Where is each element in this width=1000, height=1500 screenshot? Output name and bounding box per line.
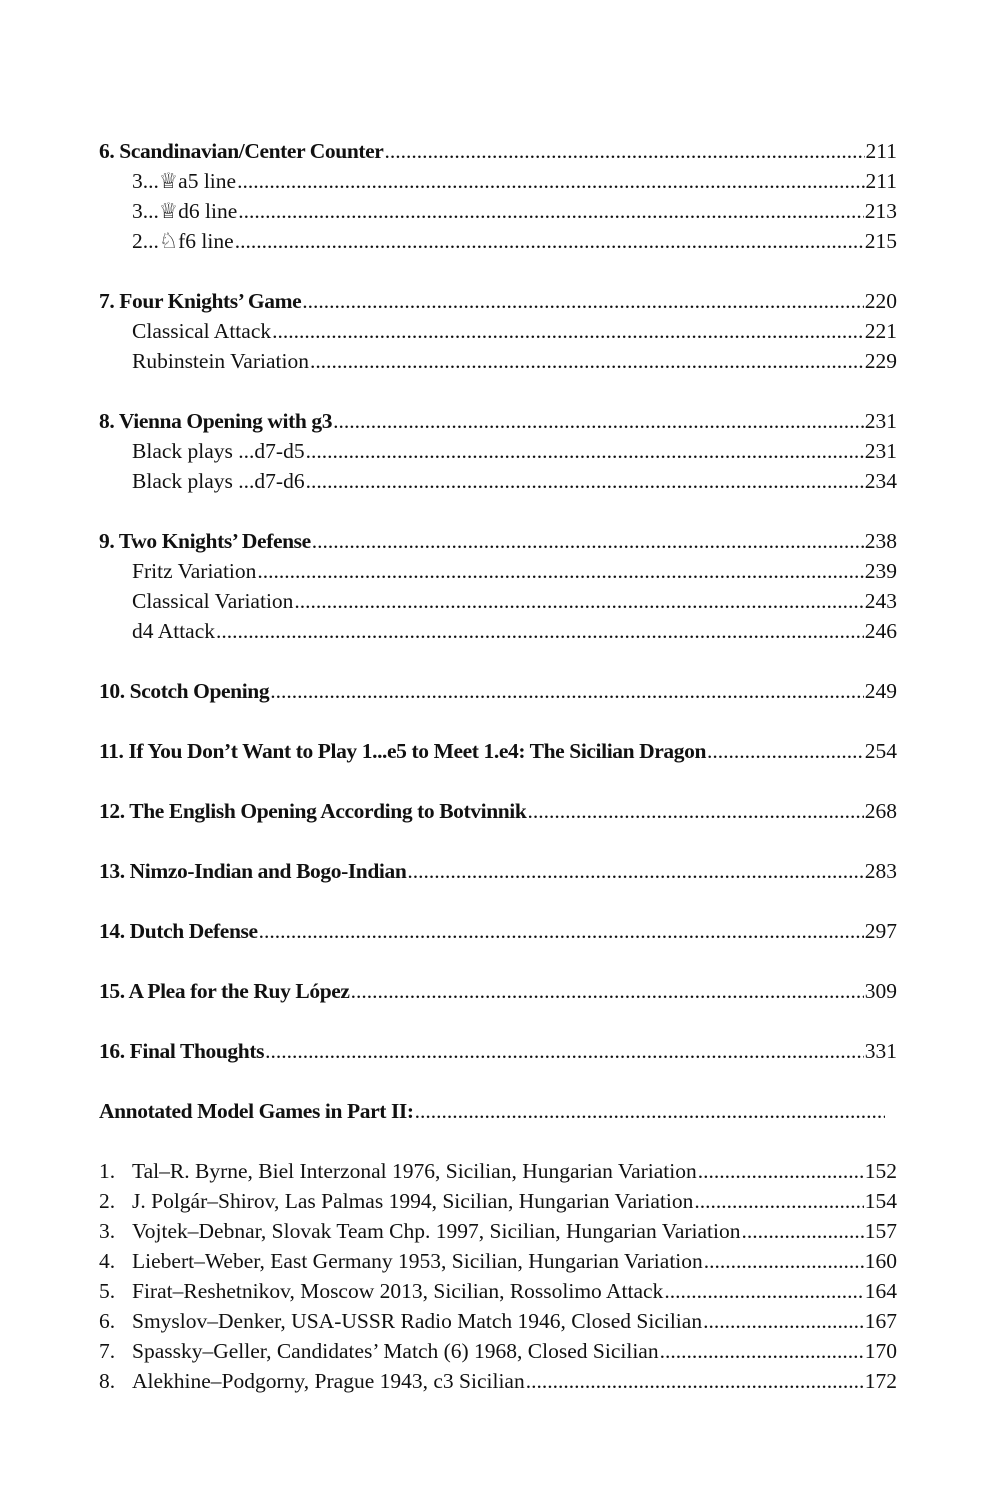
dot-leader <box>306 436 864 466</box>
dot-leader <box>270 676 864 706</box>
game-row[interactable] <box>99 1186 897 1216</box>
toc-section-row[interactable] <box>99 856 897 886</box>
toc-sections <box>99 136 897 1096</box>
subsection-title: Classical Variation <box>132 589 294 613</box>
game-row[interactable] <box>99 1336 897 1366</box>
game-label: Firat–Reshetnikov, Moscow 2013, Sicilian, Rossolimo Attack <box>132 1279 664 1303</box>
toc-subsection-row[interactable] <box>99 556 897 586</box>
game-row[interactable] <box>99 1306 897 1336</box>
page-number: 211 <box>865 139 897 163</box>
toc-subsection-row[interactable] <box>99 226 897 256</box>
spacer <box>99 496 897 526</box>
toc-section-row[interactable] <box>99 676 897 706</box>
section-title: 6. Scandinavian/Center Counter <box>99 139 384 163</box>
dot-leader <box>310 346 864 376</box>
subsection-title: 3...♕d6 line <box>132 199 238 223</box>
spacer <box>99 706 897 736</box>
page-number: 154 <box>864 1189 897 1213</box>
games-heading-row <box>99 1096 897 1126</box>
page-number: 213 <box>864 199 897 223</box>
page-number: 160 <box>864 1249 897 1273</box>
subsection-title: d4 Attack <box>132 619 215 643</box>
toc-section-row[interactable] <box>99 136 897 166</box>
toc-section-row[interactable] <box>99 976 897 1006</box>
dot-leader <box>660 1336 864 1366</box>
toc-subsection-row[interactable] <box>99 316 897 346</box>
page-number: 331 <box>864 1039 897 1063</box>
spacer <box>99 946 897 976</box>
game-title <box>99 1336 659 1366</box>
toc-subsection-row[interactable] <box>99 346 897 376</box>
subsection-title: Fritz Variation <box>132 559 257 583</box>
section-title: 11. If You Don’t Want to Play 1...e5 to Meet 1.e4: The Sicilian Dragon <box>99 739 707 763</box>
spacer <box>99 376 897 406</box>
game-number: 6. <box>99 1309 116 1333</box>
page-number: 254 <box>864 739 897 763</box>
dot-leader <box>235 226 864 256</box>
dot-leader <box>333 406 864 436</box>
game-number: 8. <box>99 1369 116 1393</box>
subsection-title: 3...♕a5 line <box>132 169 237 193</box>
game-label: Vojtek–Debnar, Slovak Team Chp. 1997, Sicilian, Hungarian Variation <box>132 1219 741 1243</box>
page-number: 152 <box>864 1159 897 1183</box>
toc-section-row[interactable] <box>99 286 897 316</box>
page-number: 297 <box>864 919 897 943</box>
dot-leader <box>312 526 864 556</box>
spacer <box>99 1006 897 1036</box>
toc-section-row[interactable] <box>99 736 897 766</box>
spacer <box>99 886 897 916</box>
dot-leader <box>302 286 864 316</box>
subsection-title: Black plays ...d7-d6 <box>132 469 305 493</box>
page-number: 283 <box>864 859 897 883</box>
game-number: 1. <box>99 1159 116 1183</box>
dot-leader <box>526 1366 864 1396</box>
toc-subsection-row[interactable] <box>99 166 897 196</box>
dot-leader <box>527 796 863 826</box>
page-number: 238 <box>864 529 897 553</box>
subsection-title: Rubinstein Variation <box>132 349 309 373</box>
dot-leader <box>257 556 863 586</box>
game-row[interactable] <box>99 1366 897 1396</box>
toc-section-row[interactable] <box>99 406 897 436</box>
page-number: 231 <box>864 409 897 433</box>
dot-leader <box>698 1156 864 1186</box>
toc-section-row[interactable] <box>99 916 897 946</box>
section-title: 10. Scotch Opening <box>99 679 270 703</box>
dot-leader <box>407 856 863 886</box>
spacer <box>99 1066 897 1096</box>
game-row[interactable] <box>99 1246 897 1276</box>
page-number: 157 <box>864 1219 897 1243</box>
toc-subsection-row[interactable] <box>99 616 897 646</box>
game-title <box>99 1306 702 1336</box>
game-label: J. Polgár–Shirov, Las Palmas 1994, Sicilian, Hungarian Variation <box>132 1189 694 1213</box>
toc-section-row[interactable] <box>99 1036 897 1066</box>
page-number: 268 <box>864 799 897 823</box>
game-number: 5. <box>99 1279 116 1303</box>
dot-leader <box>415 1096 886 1126</box>
game-title <box>99 1276 663 1306</box>
game-label: Smyslov–Denker, USA-USSR Radio Match 1946, Closed Sicilian <box>132 1309 703 1333</box>
dot-leader <box>294 586 863 616</box>
section-title: 13. Nimzo-Indian and Bogo-Indian <box>99 859 407 883</box>
page-number: 167 <box>864 1309 897 1333</box>
game-title <box>99 1156 697 1186</box>
game-title <box>99 1366 525 1396</box>
page-number: 211 <box>865 169 897 193</box>
dot-leader <box>259 916 864 946</box>
page-number: 164 <box>864 1279 897 1303</box>
dot-leader <box>703 1306 864 1336</box>
game-title <box>99 1216 741 1246</box>
toc-subsection-row[interactable] <box>99 586 897 616</box>
game-label: Tal–R. Byrne, Biel Interzonal 1976, Sicilian, Hungarian Variation <box>132 1159 697 1183</box>
game-row[interactable] <box>99 1216 897 1246</box>
toc-subsection-row[interactable] <box>99 466 897 496</box>
page-number <box>886 1096 897 1126</box>
game-title <box>99 1186 693 1216</box>
dot-leader <box>238 196 863 226</box>
page-number: 243 <box>864 589 897 613</box>
games-list <box>99 1156 897 1396</box>
page-number: 215 <box>864 229 897 253</box>
games-heading: Annotated Model Games in Part II: <box>99 1099 414 1123</box>
dot-leader <box>384 136 864 166</box>
dot-leader <box>694 1186 863 1216</box>
toc-section-row[interactable] <box>99 526 897 556</box>
table-of-contents <box>99 136 897 1396</box>
dot-leader <box>237 166 864 196</box>
spacer <box>99 646 897 676</box>
game-number: 7. <box>99 1339 116 1363</box>
page-number: 246 <box>864 619 897 643</box>
page-number: 234 <box>864 469 897 493</box>
subsection-title: Classical Attack <box>132 319 272 343</box>
section-title: 15. A Plea for the Ruy López <box>99 979 350 1003</box>
dot-leader <box>707 736 864 766</box>
dot-leader <box>664 1276 863 1306</box>
page-number: 170 <box>864 1339 897 1363</box>
dot-leader <box>216 616 864 646</box>
section-title: 14. Dutch Defense <box>99 919 258 943</box>
game-number: 3. <box>99 1219 116 1243</box>
game-number: 2. <box>99 1189 116 1213</box>
section-title: 9. Two Knights’ Defense <box>99 529 311 553</box>
toc-subsection-row[interactable] <box>99 196 897 226</box>
spacer <box>99 826 897 856</box>
game-row[interactable] <box>99 1156 897 1186</box>
page-number: 249 <box>864 679 897 703</box>
dot-leader <box>742 1216 864 1246</box>
toc-subsection-row[interactable] <box>99 436 897 466</box>
dot-leader <box>351 976 864 1006</box>
subsection-title: Black plays ...d7-d5 <box>132 439 305 463</box>
page-number: 229 <box>864 349 897 373</box>
dot-leader <box>306 466 864 496</box>
page-number: 239 <box>864 559 897 583</box>
game-label: Spassky–Geller, Candidates’ Match (6) 1968, Closed Sicilian <box>132 1339 659 1363</box>
section-title: 12. The English Opening According to Botvinnik <box>99 799 527 823</box>
spacer <box>99 256 897 286</box>
section-title: 8. Vienna Opening with g3 <box>99 409 333 433</box>
game-label: Alekhine–Podgorny, Prague 1943, c3 Sicilian <box>132 1369 525 1393</box>
subsection-title: 2...♘f6 line <box>132 229 234 253</box>
page-number: 309 <box>864 979 897 1003</box>
section-title: 16. Final Thoughts <box>99 1039 265 1063</box>
toc-section-row[interactable] <box>99 796 897 826</box>
game-title <box>99 1246 703 1276</box>
dot-leader <box>265 1036 864 1066</box>
dot-leader <box>704 1246 864 1276</box>
page-number: 220 <box>864 289 897 313</box>
game-number: 4. <box>99 1249 116 1273</box>
section-title: 7. Four Knights’ Game <box>99 289 302 313</box>
spacer <box>99 766 897 796</box>
page-number: 221 <box>864 319 897 343</box>
spacer <box>99 1126 897 1156</box>
page-number: 172 <box>864 1369 897 1393</box>
game-row[interactable] <box>99 1276 897 1306</box>
dot-leader <box>272 316 864 346</box>
game-label: Liebert–Weber, East Germany 1953, Sicilian, Hungarian Variation <box>132 1249 703 1273</box>
page-number: 231 <box>864 439 897 463</box>
